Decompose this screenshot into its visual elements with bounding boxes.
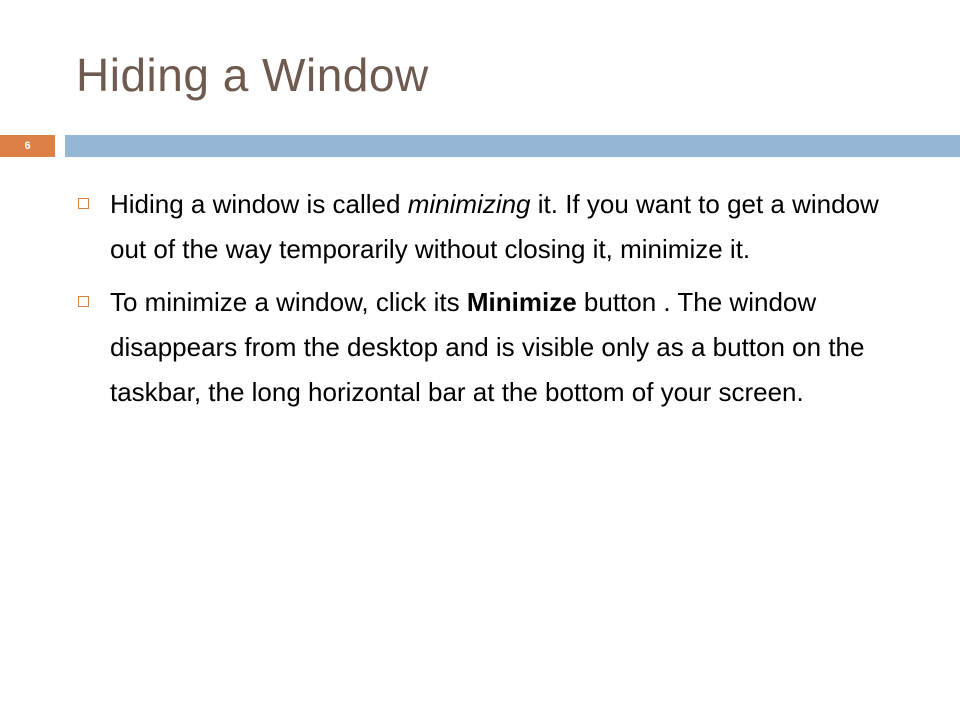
bullet-text: Hiding a window is called bbox=[110, 189, 408, 219]
bullet-strong: Minimize bbox=[466, 287, 577, 317]
slide-number-badge: 6 bbox=[0, 135, 55, 157]
bullet-text: button . The window disappears from the desktop and is visible only as a button on the taskbar, the long horizontal bar at the bottom of your screen. bbox=[110, 287, 865, 407]
hollow-square-bullet-icon bbox=[78, 198, 89, 209]
bullet-list bbox=[75, 182, 915, 423]
bullet-emphasis: minimizing bbox=[407, 189, 531, 219]
bullet-item bbox=[75, 280, 915, 415]
title-divider-bar bbox=[65, 135, 960, 157]
hollow-square-bullet-icon bbox=[78, 296, 89, 307]
slide-title: Hiding a Window bbox=[76, 49, 429, 101]
bullet-text: it. If you want to get a window out of the way temporarily without closing it, minimize it. bbox=[110, 189, 879, 264]
bullet-text: To minimize a window, click its bbox=[110, 287, 467, 317]
bullet-item bbox=[75, 182, 915, 272]
